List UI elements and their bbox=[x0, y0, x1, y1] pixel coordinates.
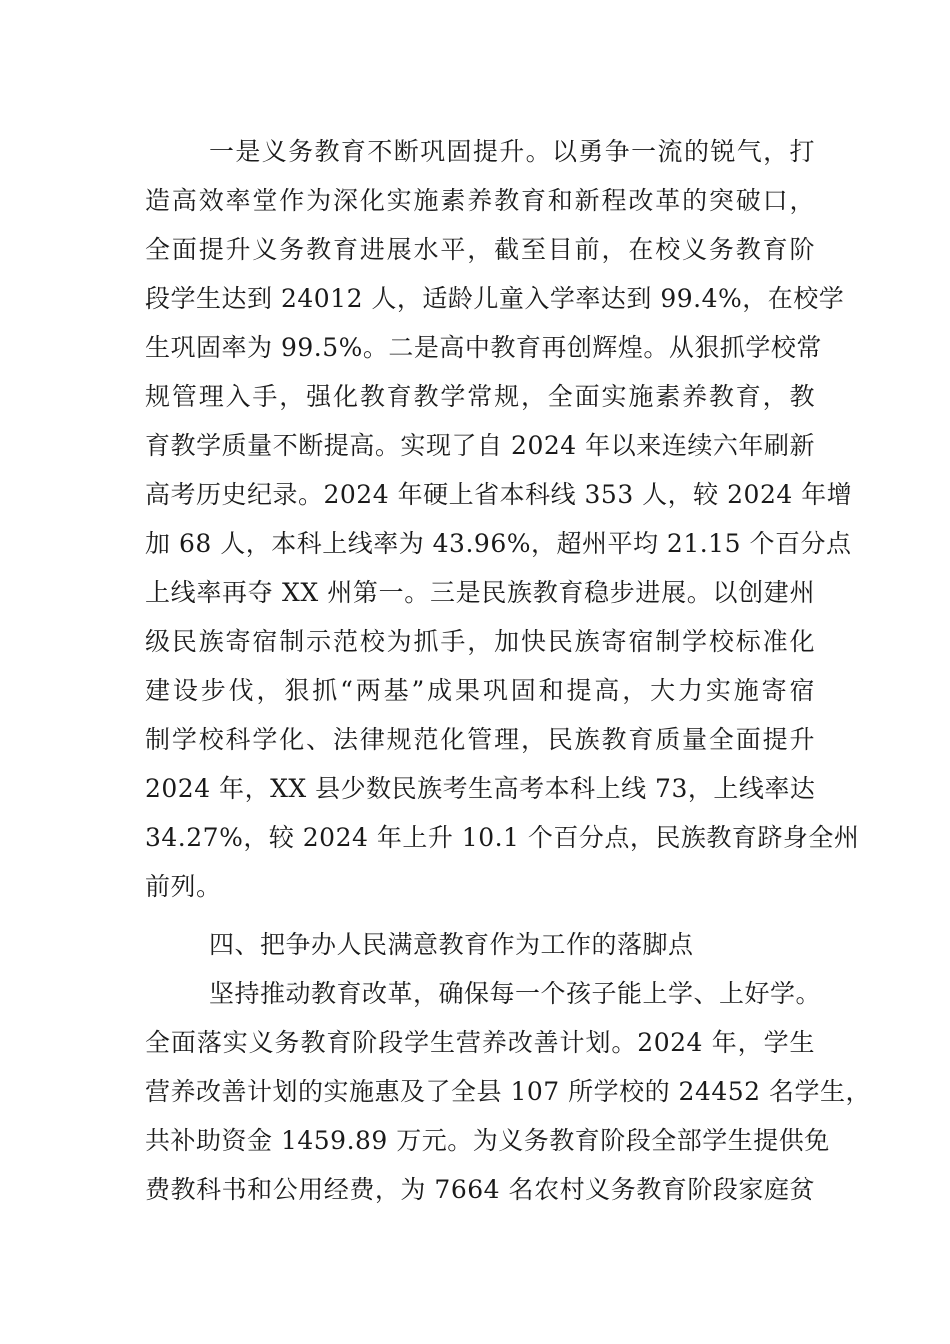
paragraph-1-line-13: 制学校科学化、法律规范化管理，民族教育质量全面提升 bbox=[145, 725, 815, 754]
paragraph-1-line-7: 育教学质量不断提高。实现了自 2024 年以来连续六年刷新 bbox=[145, 431, 815, 460]
paragraph-1-line-2: 造高效率堂作为深化实施素养教育和新程改革的突破口， bbox=[145, 186, 815, 215]
paragraph-2-line-3: 营养改善计划的实施惠及了全县 107 所学校的 24452 名学生， bbox=[145, 1077, 872, 1106]
paragraph-1-line-5: 生巩固率为 99.5%。二是高中教育再创辉煌。从狠抓学校常 bbox=[145, 333, 822, 362]
paragraph-1-line-11: 级民族寄宿制示范校为抓手，加快民族寄宿制学校标准化 bbox=[145, 627, 815, 656]
paragraph-1-line-4: 段学生达到 24012 人，适龄儿童入学率达到 99.4%，在校学 bbox=[145, 284, 845, 313]
paragraph-2-line-4: 共补助资金 1459.89 万元。为义务教育阶段全部学生提供免 bbox=[145, 1126, 830, 1155]
paragraph-1-line-3: 全面提升义务教育进展水平，截至目前，在校义务教育阶 bbox=[145, 235, 815, 264]
paragraph-2-line-5: 费教科书和公用经费，为 7664 名农村义务教育阶段家庭贫 bbox=[145, 1175, 815, 1204]
paragraph-1-line-14: 2024 年，XX 县少数民族考生高考本科上线 73，上线率达 bbox=[145, 774, 816, 803]
paragraph-1-line-15: 34.27%，较 2024 年上升 10.1 个百分点，民族教育跻身全州 bbox=[145, 823, 860, 852]
paragraph-1-line-9: 加 68 人，本科上线率为 43.96%，超州平均 21.15 个百分点 bbox=[145, 529, 852, 558]
section-heading: 四、把争办人民满意教育作为工作的落脚点 bbox=[209, 930, 694, 959]
paragraph-1-line-16: 前列。 bbox=[145, 872, 222, 901]
paragraph-1-line-10: 上线率再夺 XX 州第一。三是民族教育稳步进展。以创建州 bbox=[145, 578, 815, 607]
paragraph-2-line-2: 全面落实义务教育阶段学生营养改善计划。2024 年，学生 bbox=[145, 1028, 815, 1057]
paragraph-1-line-8: 高考历史纪录。2024 年硬上省本科线 353 人，较 2024 年增 bbox=[145, 480, 853, 509]
paragraph-1-line-1: 一是义务教育不断巩固提升。以勇争一流的锐气，打 bbox=[209, 137, 815, 166]
paragraph-1-line-6: 规管理入手，强化教育教学常规，全面实施素养教育，教 bbox=[145, 382, 815, 411]
paragraph-2-line-1: 坚持推动教育改革，确保每一个孩子能上学、上好学。 bbox=[209, 979, 822, 1008]
paragraph-1-line-12: 建设步伐，狠抓“两基”成果巩固和提高，大力实施寄宿 bbox=[145, 676, 815, 705]
